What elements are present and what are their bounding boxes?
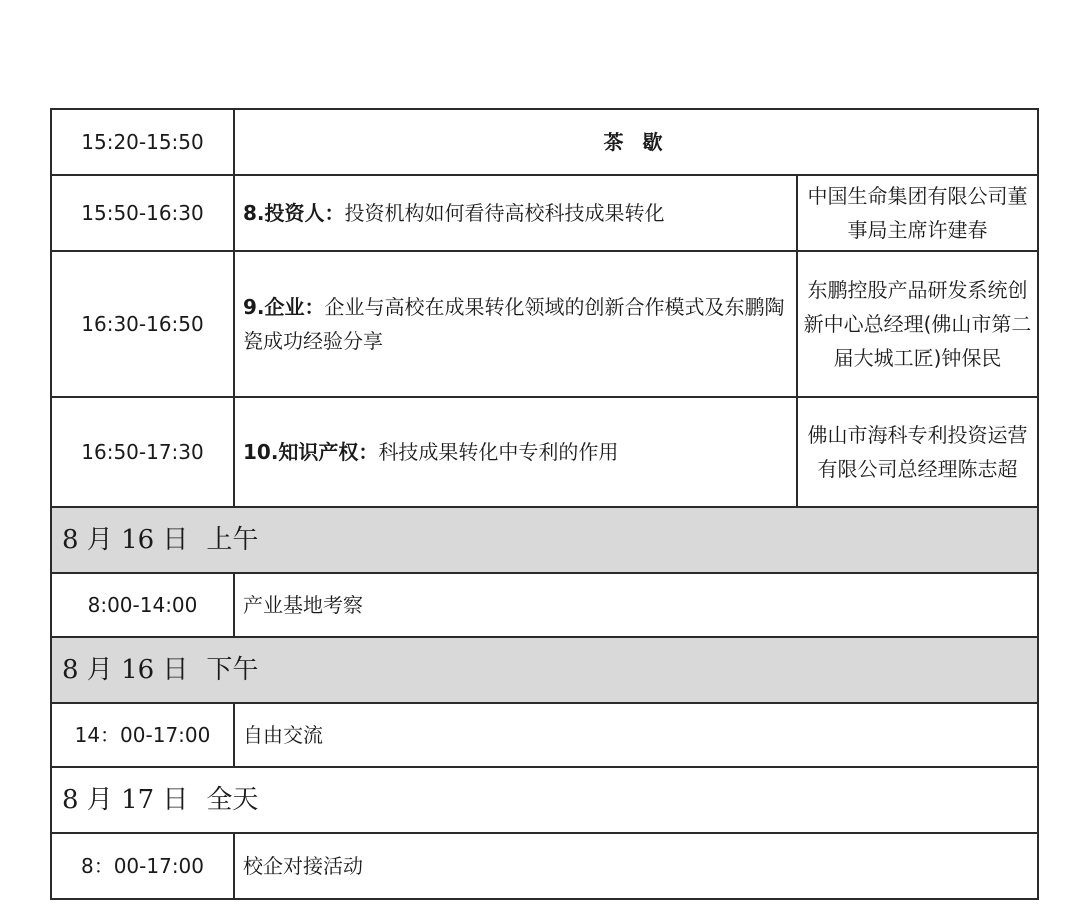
table-row bbox=[51, 397, 1038, 507]
topic-cell bbox=[234, 251, 797, 397]
topic-text: 科技成果转化中专利的作用 bbox=[378, 440, 619, 464]
schedule-table bbox=[50, 108, 1039, 900]
day-header-cell bbox=[51, 767, 1038, 833]
topic-label: 8.投资人： bbox=[243, 201, 345, 225]
time-cell: 8：00-17:00 bbox=[51, 833, 234, 899]
day-date: 8 月 16 日 bbox=[62, 525, 189, 555]
day-header-cell bbox=[51, 507, 1038, 573]
activity-cell: 自由交流 bbox=[234, 703, 1038, 767]
activity-cell: 校企对接活动 bbox=[234, 833, 1038, 899]
topic-cell bbox=[234, 175, 797, 251]
topic-cell bbox=[234, 397, 797, 507]
table-row bbox=[51, 175, 1038, 251]
speaker-cell: 中国生命集团有限公司董事局主席许建春 bbox=[797, 175, 1038, 251]
topic-text: 企业与高校在成果转化领域的创新合作模式及东鹏陶瓷成功经验分享 bbox=[243, 295, 785, 353]
day-header-cell bbox=[51, 637, 1038, 703]
topic-text: 投资机构如何看待高校科技成果转化 bbox=[344, 201, 665, 225]
topic-label: 9.企业： bbox=[243, 295, 325, 319]
tea-break-cell: 茶 歇 bbox=[234, 109, 1038, 175]
day-header-row bbox=[51, 637, 1038, 703]
day-date: 8 月 16 日 bbox=[62, 655, 189, 685]
table-row bbox=[51, 251, 1038, 397]
day-header-row bbox=[51, 507, 1038, 573]
topic-label: 10.知识产权： bbox=[243, 440, 379, 464]
table-row bbox=[51, 573, 1038, 637]
day-header-row bbox=[51, 767, 1038, 833]
time-cell: 16:30-16:50 bbox=[51, 251, 234, 397]
table-row bbox=[51, 703, 1038, 767]
time-cell: 14：00-17:00 bbox=[51, 703, 234, 767]
table-row bbox=[51, 833, 1038, 899]
activity-cell: 产业基地考察 bbox=[234, 573, 1038, 637]
time-cell: 15:50-16:30 bbox=[51, 175, 234, 251]
table-row bbox=[51, 109, 1038, 175]
time-cell: 8:00-14:00 bbox=[51, 573, 234, 637]
speaker-cell: 东鹏控股产品研发系统创新中心总经理(佛山市第二届大城工匠)钟保民 bbox=[797, 251, 1038, 397]
day-part: 上午 bbox=[206, 525, 259, 555]
day-part: 全天 bbox=[206, 785, 259, 815]
time-cell: 15:20-15:50 bbox=[51, 109, 234, 175]
day-part: 下午 bbox=[206, 655, 259, 685]
time-cell: 16:50-17:30 bbox=[51, 397, 234, 507]
day-date: 8 月 17 日 bbox=[62, 785, 189, 815]
speaker-cell: 佛山市海科专利投资运营有限公司总经理陈志超 bbox=[797, 397, 1038, 507]
